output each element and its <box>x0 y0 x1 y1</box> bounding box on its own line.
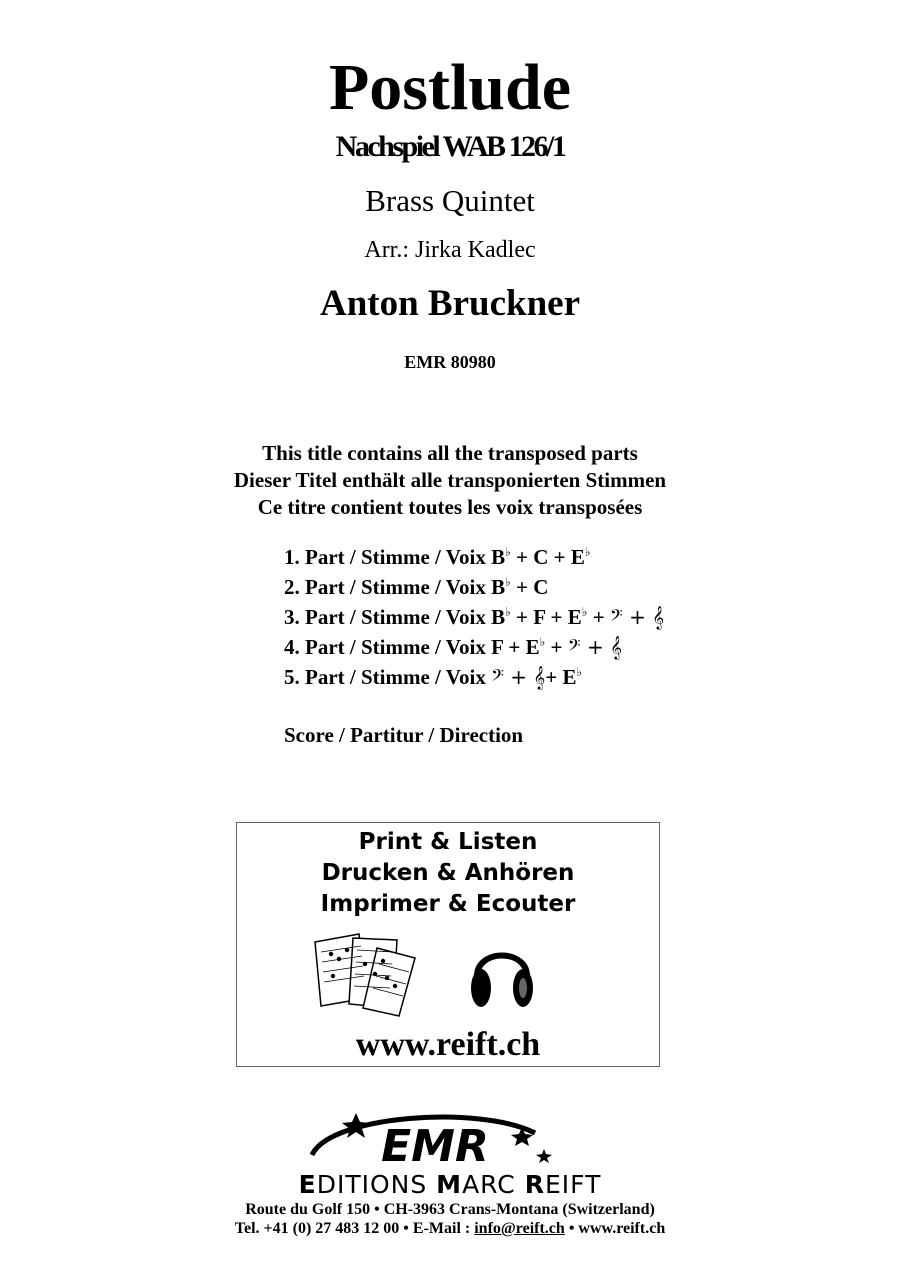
part-number: 1. <box>284 545 300 569</box>
publisher-name <box>0 1170 900 1200</box>
publisher-name-part: R <box>524 1170 545 1199</box>
sheet-music-icon <box>307 928 427 1018</box>
print-listen-box <box>236 822 660 1067</box>
email-link[interactable]: info@reift.ch <box>474 1220 565 1237</box>
flat-sign: ♭ <box>505 605 511 619</box>
part-row <box>284 662 664 692</box>
part-row <box>284 632 664 662</box>
promo-line-en: Print & Listen <box>358 829 538 855</box>
info-block <box>0 440 900 521</box>
score-line: Score / Partitur / Direction <box>284 723 524 747</box>
part-key: + <box>587 605 610 629</box>
part-key: + C <box>510 575 549 599</box>
clef-icons: 𝄢 + 𝄞 <box>609 605 665 629</box>
part-label: Part / Stimme / Voix <box>305 575 486 599</box>
flat-sign: ♭ <box>581 605 588 619</box>
page-title: Postlude <box>328 51 572 124</box>
info-line-de: Dieser Titel enthält alle transponierten Stimmen <box>233 468 667 492</box>
publisher-address: Route du Golf 150 • CH-3963 Crans-Montana (Switzerland) <box>245 1201 655 1218</box>
info-line-fr: Ce titre contient toutes les voix transposées <box>257 495 643 519</box>
catalog-number: EMR 80980 <box>404 352 496 372</box>
flat-sign: ♭ <box>505 575 511 589</box>
publisher-name-part: ARC <box>462 1170 525 1199</box>
part-label: Part / Stimme / Voix <box>305 605 486 629</box>
publisher-contact <box>0 1219 900 1239</box>
emr-logo-icon <box>300 1105 560 1175</box>
subtitle: Nachspiel WAB 126/1 <box>335 130 565 163</box>
part-key: F + E <box>491 635 540 659</box>
clef-icons: 𝄢 + 𝄞 <box>567 635 622 659</box>
part-number: 5. <box>284 665 300 689</box>
flat-sign: ♭ <box>505 545 511 559</box>
part-key: + E <box>545 665 577 689</box>
part-row <box>284 602 664 632</box>
parts-list <box>284 542 664 692</box>
promo-line-fr: Imprimer & Ecouter <box>320 891 576 917</box>
part-key: B <box>491 575 506 599</box>
part-number: 2. <box>284 575 300 599</box>
info-line-en: This title contains all the transposed parts <box>262 441 638 465</box>
flat-sign: ♭ <box>584 545 591 559</box>
flat-sign: ♭ <box>576 665 583 679</box>
website-url[interactable]: www.reift.ch <box>355 1026 541 1063</box>
part-label: Part / Stimme / Voix <box>305 635 486 659</box>
part-number: 4. <box>284 635 300 659</box>
part-key: B <box>491 605 506 629</box>
publisher-name-part: E <box>298 1170 317 1199</box>
part-row <box>284 572 664 602</box>
part-key: + <box>545 635 568 659</box>
part-row <box>284 542 664 572</box>
part-key: B <box>491 545 506 569</box>
part-key: + F + E <box>510 605 582 629</box>
part-label: Part / Stimme / Voix <box>305 665 486 689</box>
promo-line-de: Drucken & Anhören <box>321 860 575 886</box>
clef-icons: 𝄢 + 𝄞 <box>491 665 546 689</box>
part-number: 3. <box>284 605 300 629</box>
contact-prefix: Tel. +41 (0) 27 483 12 00 • E-Mail : <box>234 1220 475 1237</box>
instrumentation: Brass Quintet <box>365 183 535 218</box>
part-label: Part / Stimme / Voix <box>305 545 486 569</box>
publisher-name-part: EIFT <box>544 1170 602 1199</box>
headphones-icon <box>467 933 537 1013</box>
arranger: Arr.: Jirka Kadlec <box>364 237 536 263</box>
publisher-name-part: DITIONS <box>316 1170 437 1199</box>
flat-sign: ♭ <box>539 635 546 649</box>
contact-suffix: • www.reift.ch <box>564 1220 666 1237</box>
composer: Anton Bruckner <box>319 283 581 324</box>
part-key: + C + E <box>510 545 585 569</box>
logo-text: EMR <box>381 1121 489 1172</box>
publisher-name-part: M <box>436 1170 463 1199</box>
